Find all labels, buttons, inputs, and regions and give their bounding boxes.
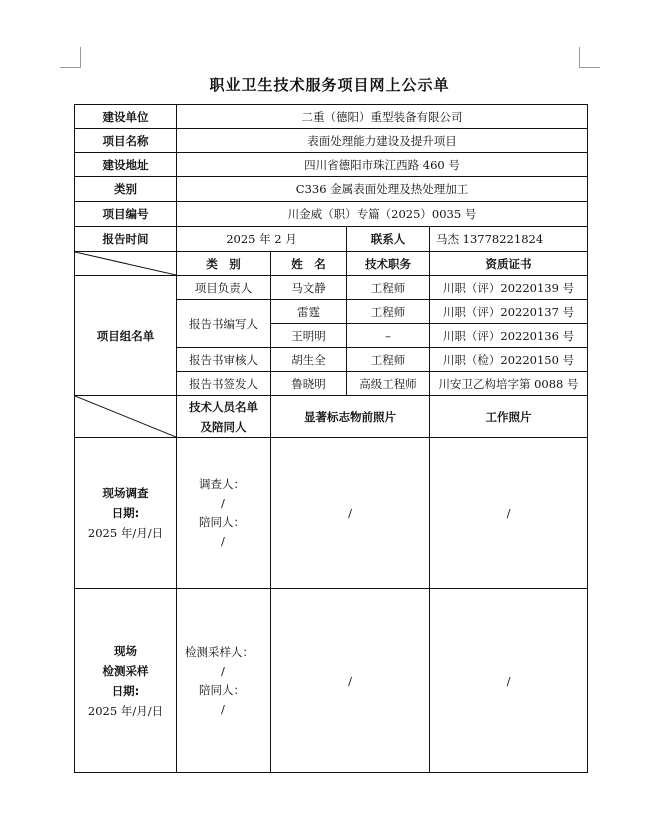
sampling-label-line2: 检测采样 — [102, 663, 149, 678]
report-time-value: 2025 年 2 月 — [177, 227, 347, 252]
sampling-date-label: 日期: — [111, 683, 140, 698]
address-value: 四川省德阳市珠江西路 460 号 — [177, 153, 588, 177]
survey-label — [75, 438, 177, 589]
team-cert: 川职（评）20220136 号 — [430, 324, 588, 348]
staff-header — [177, 396, 271, 438]
sampling-companion-value: / — [221, 701, 225, 716]
category-value: C336 金属表面处理及热处理加工 — [177, 177, 588, 202]
diagonal-cell — [75, 252, 177, 276]
team-name: 胡生全 — [271, 348, 347, 372]
team-cert: 川安卫乙构培字第 0088 号 — [430, 372, 588, 396]
team-header-row — [75, 252, 588, 276]
survey-row — [75, 438, 588, 589]
sampling-staff — [177, 589, 271, 773]
sampler-label: 检测采样人： — [185, 644, 254, 659]
landmark-photo-header: 显著标志物前照片 — [271, 396, 430, 438]
project-name-value: 表面处理能力建设及提升项目 — [177, 129, 588, 153]
sampling-companion-label: 陪同人： — [199, 682, 245, 697]
team-role: 报告书签发人 — [177, 372, 271, 396]
row-address — [75, 153, 588, 177]
survey-date-label: 日期: — [111, 506, 140, 520]
crop-mark-top-left — [60, 47, 81, 68]
investigator-label: 调查人： — [199, 477, 245, 491]
team-cert: 川职（评）20220139 号 — [430, 276, 588, 300]
project-no-value: 川金威（职）专篇（2025）0035 号 — [177, 202, 588, 227]
sampling-label — [75, 589, 177, 773]
work-photo-header: 工作照片 — [430, 396, 588, 438]
unit-label: 建设单位 — [75, 105, 177, 129]
team-section-label: 项目组名单 — [75, 276, 177, 396]
project-no-label: 项目编号 — [75, 202, 177, 227]
row-unit — [75, 105, 588, 129]
survey-date: 2025 年/月/日 — [87, 526, 164, 540]
sampling-landmark-photo: / — [271, 589, 430, 773]
team-name: 王明明 — [271, 324, 347, 348]
diagonal-line — [75, 252, 176, 275]
diagonal-line — [75, 396, 176, 437]
team-role: 项目负责人 — [177, 276, 271, 300]
team-header-name: 姓 名 — [271, 252, 347, 276]
project-name-label: 项目名称 — [75, 129, 177, 153]
sampler-value: / — [221, 663, 225, 678]
team-role: 报告书编写人 — [177, 300, 271, 348]
sampling-date: 2025 年/月/日 — [87, 703, 164, 718]
announcement-table — [74, 104, 588, 773]
team-title: 工程师 — [347, 276, 430, 300]
survey-companion-label: 陪同人： — [199, 515, 245, 529]
survey-landmark-photo: / — [271, 438, 430, 589]
staff-header-line1: 技术人员名单 — [189, 399, 258, 414]
team-role: 报告书审核人 — [177, 348, 271, 372]
sampling-work-photo: / — [430, 589, 588, 773]
sampling-label-line1: 现场 — [114, 643, 137, 658]
row-project-name — [75, 129, 588, 153]
team-row — [75, 276, 588, 300]
contact-value: 马杰 13778221824 — [430, 227, 588, 252]
team-header-cert: 资质证书 — [430, 252, 588, 276]
survey-companion-value: / — [221, 534, 225, 548]
diagonal-cell — [75, 396, 177, 438]
team-name: 马文静 — [271, 276, 347, 300]
row-project-no — [75, 202, 588, 227]
team-name: 鲁晓明 — [271, 372, 347, 396]
crop-mark-top-right — [579, 47, 600, 68]
team-header-title: 技术职务 — [347, 252, 430, 276]
survey-label-line1: 现场调查 — [102, 486, 149, 500]
team-name: 雷霆 — [271, 300, 347, 324]
team-header-role: 类 别 — [177, 252, 271, 276]
contact-label: 联系人 — [347, 227, 430, 252]
photo-header-row — [75, 396, 588, 438]
team-title: 高级工程师 — [347, 372, 430, 396]
report-time-label: 报告时间 — [75, 227, 177, 252]
team-cert: 川职（评）20220137 号 — [430, 300, 588, 324]
unit-value: 二重（德阳）重型装备有限公司 — [177, 105, 588, 129]
investigator-value: / — [221, 496, 225, 510]
team-cert: 川职（检）20220150 号 — [430, 348, 588, 372]
row-category — [75, 177, 588, 202]
page-title: 职业卫生技术服务项目网上公示单 — [209, 76, 450, 94]
category-label: 类别 — [75, 177, 177, 202]
row-report — [75, 227, 588, 252]
staff-header-line2: 及陪同人 — [200, 419, 247, 434]
survey-work-photo: / — [430, 438, 588, 589]
address-label: 建设地址 — [75, 153, 177, 177]
sampling-row — [75, 589, 588, 773]
team-title: 工程师 — [347, 348, 430, 372]
team-title: 工程师 — [347, 300, 430, 324]
team-title: – — [347, 324, 430, 348]
survey-staff — [177, 438, 271, 589]
